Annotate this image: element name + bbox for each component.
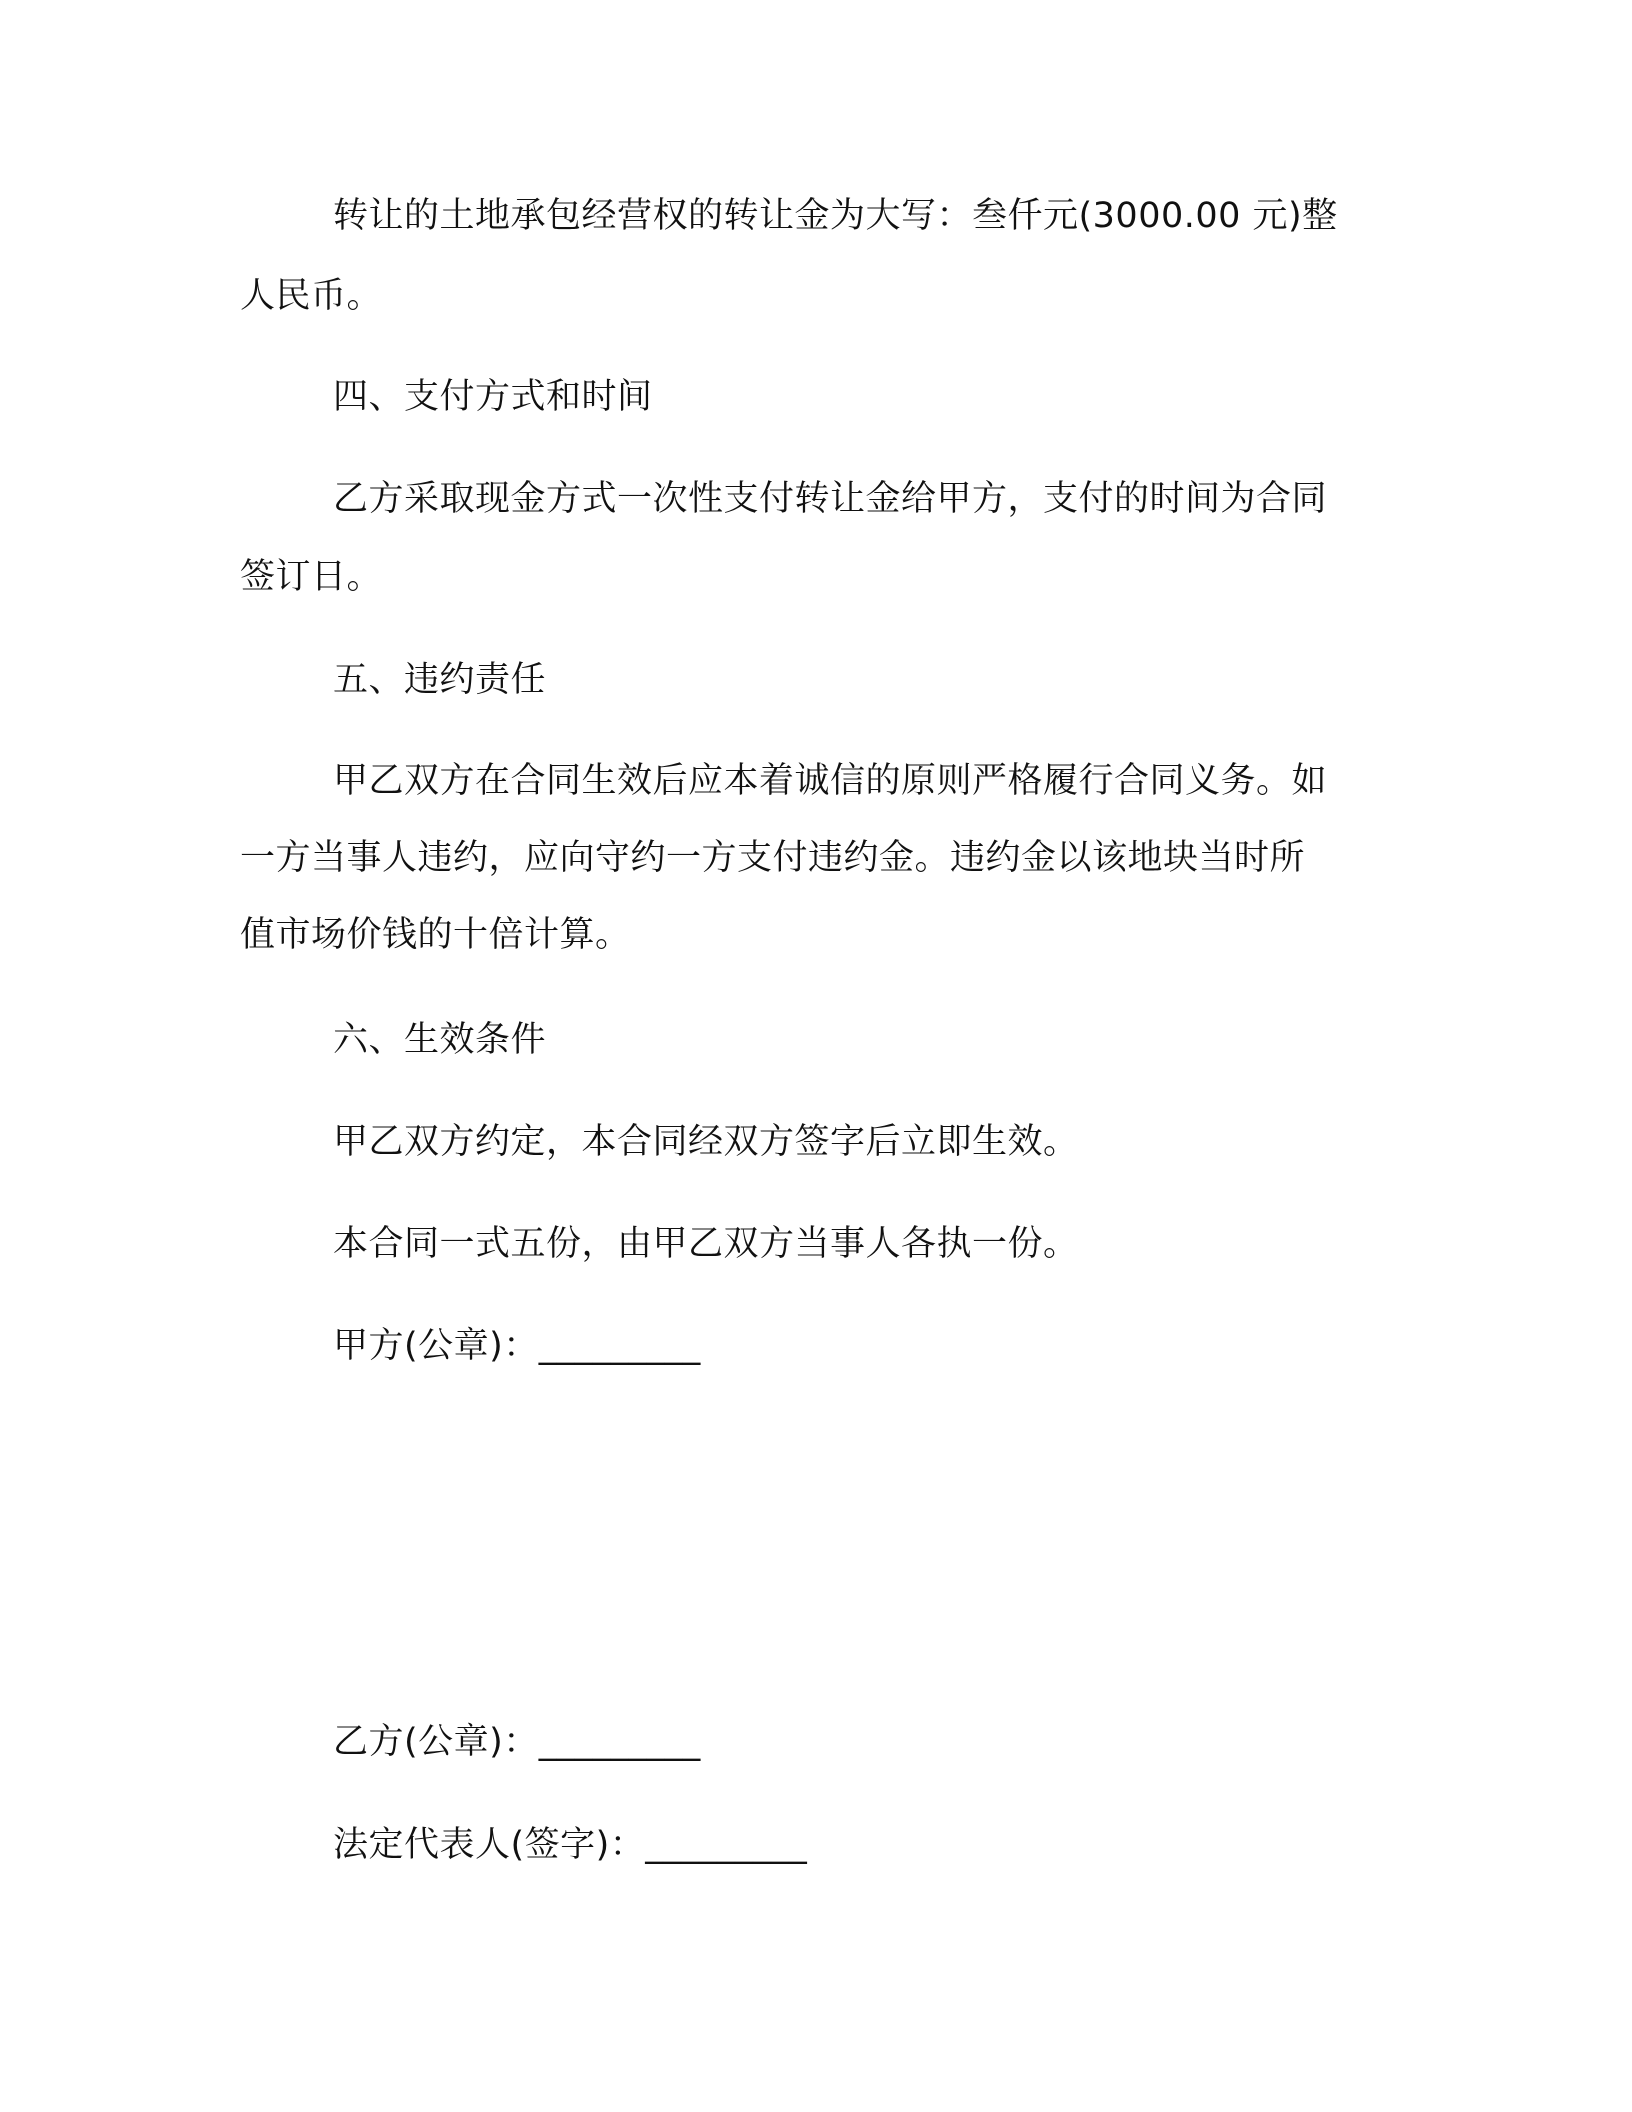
copies-clause: 本合同一式五份，由甲乙双方当事人各执一份。 <box>333 1224 1079 1264</box>
section-heading-effective: 六、生效条件 <box>333 1020 547 1060</box>
party-b-signature-line: 乙方(公章)：_________ <box>333 1722 701 1762</box>
liability-line-3: 值市场价钱的十倍计算。 <box>240 915 631 955</box>
section-heading-liability: 五、违约责任 <box>333 660 547 700</box>
payment-line-1: 乙方采取现金方式一次性支付转让金给甲方，支付的时间为合同 <box>333 479 1328 519</box>
effective-clause: 甲乙双方约定，本合同经双方签字后立即生效。 <box>333 1122 1079 1162</box>
liability-line-1: 甲乙双方在合同生效后应本着诚信的原则严格履行合同义务。如 <box>333 761 1328 801</box>
party-a-signature-line: 甲方(公章)：_________ <box>333 1326 701 1366</box>
liability-line-2: 一方当事人违约，应向守约一方支付违约金。违约金以该地块当时所 <box>240 838 1306 878</box>
legal-representative-signature-line: 法定代表人(签字)：_________ <box>333 1825 808 1865</box>
transfer-fee-line-1: 转让的土地承包经营权的转让金为大写：叁仟元(3000.00 元)整 <box>333 196 1338 236</box>
payment-line-2: 签订日。 <box>240 557 383 597</box>
section-heading-payment: 四、支付方式和时间 <box>333 377 653 417</box>
transfer-fee-line-2: 人民币。 <box>240 276 383 316</box>
